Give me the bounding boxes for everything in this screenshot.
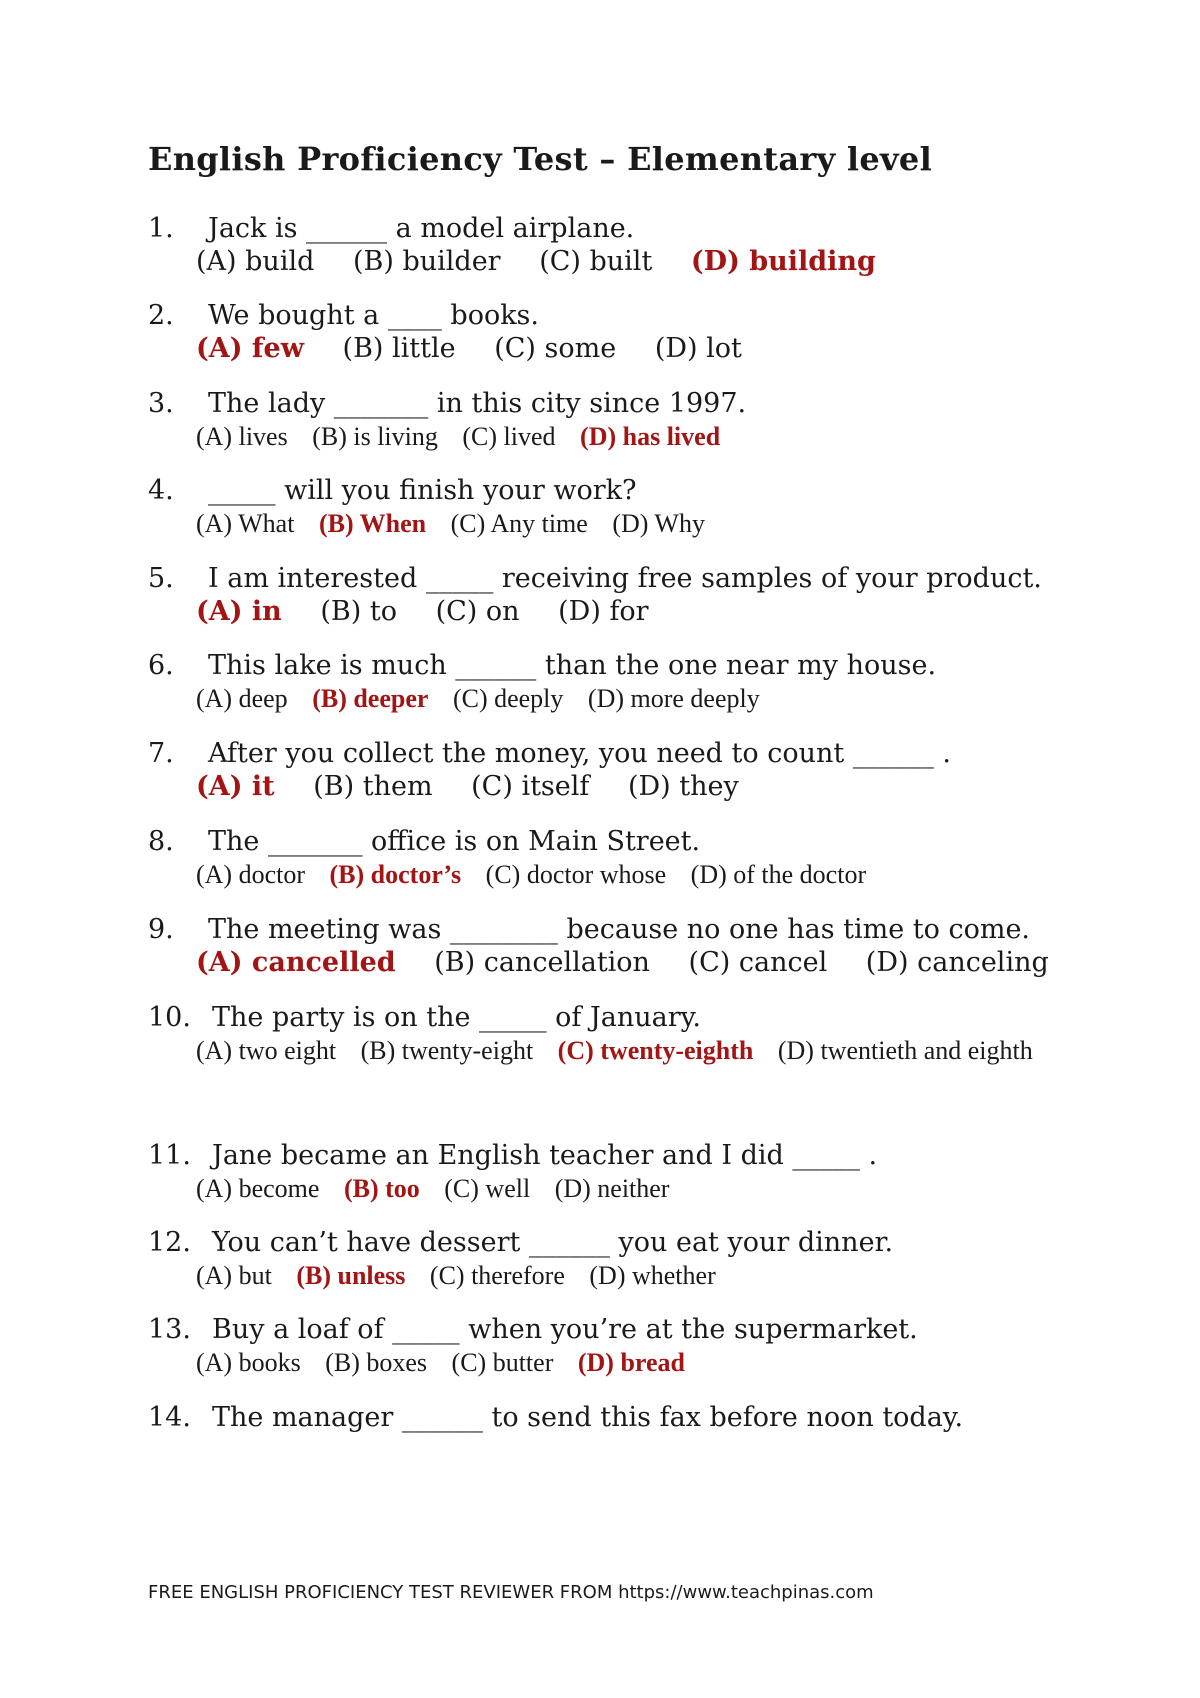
question-text: I am interested _____ receiving free samples of your product. (208, 563, 1042, 594)
question-number: 12. (148, 1227, 191, 1258)
question-text: Jack is ______ a model airplane. (208, 213, 635, 244)
question-text: You can’t have dessert ______ you eat your dinner. (212, 1227, 894, 1258)
options (196, 1260, 1148, 1292)
option-a: (A) but (196, 1261, 272, 1290)
option-a: (A) build (196, 246, 315, 277)
options (196, 333, 1148, 365)
option-a: (A) books (196, 1348, 301, 1377)
question-10 (148, 1002, 1148, 1067)
option-a: (A) become (196, 1174, 320, 1203)
option-c: (C) built (539, 246, 653, 277)
options (196, 1173, 1148, 1205)
option-c: (C) doctor whose (485, 860, 667, 889)
option-a-correct: (A) it (196, 771, 275, 802)
options (196, 771, 1148, 803)
question-number: 13. (148, 1314, 191, 1345)
option-c: (C) lived (462, 422, 556, 451)
option-b-correct: (B) unless (296, 1261, 406, 1290)
question-2 (148, 300, 1148, 365)
question-number: 3. (148, 388, 174, 419)
option-d: (D) for (558, 596, 649, 627)
option-d: (D) lot (654, 333, 742, 364)
question-14 (148, 1402, 1148, 1434)
question-3 (148, 388, 1148, 453)
options (196, 1347, 1148, 1379)
question-text: The manager ______ to send this fax before noon today. (212, 1402, 964, 1433)
option-b: (B) little (342, 333, 456, 364)
option-b: (B) is living (312, 422, 438, 451)
option-d: (D) Why (612, 509, 705, 538)
question-text: The lady _______ in this city since 1997. (208, 388, 747, 419)
option-d: (D) more deeply (587, 684, 760, 713)
question-number: 5. (148, 563, 174, 594)
question-5 (148, 563, 1148, 628)
page-title: English Proficiency Test – Elementary level (148, 140, 933, 178)
question-number: 2. (148, 300, 174, 331)
option-a: (A) two eight (196, 1036, 337, 1065)
options (196, 508, 1148, 540)
option-b-correct: (B) doctor’s (329, 860, 462, 889)
option-b: (B) cancellation (434, 947, 650, 978)
option-a-correct: (A) in (196, 596, 282, 627)
option-a: (A) doctor (196, 860, 306, 889)
option-d: (D) neither (554, 1174, 670, 1203)
question-text: The _______ office is on Main Street. (208, 826, 701, 857)
option-c: (C) butter (451, 1348, 554, 1377)
question-text: Jane became an English teacher and I did _____ . (212, 1140, 878, 1171)
question-8 (148, 826, 1148, 891)
option-a: (A) What (196, 509, 295, 538)
options (196, 859, 1148, 891)
question-number: 6. (148, 650, 174, 681)
question-number: 7. (148, 738, 174, 769)
options (196, 1035, 1148, 1067)
question-6 (148, 650, 1148, 715)
question-12 (148, 1227, 1148, 1292)
option-b: (B) twenty-eight (360, 1036, 534, 1065)
option-d: (D) whether (589, 1261, 716, 1290)
option-b: (B) builder (352, 246, 501, 277)
options (196, 947, 1148, 979)
option-c: (C) some (494, 333, 617, 364)
question-number: 10. (148, 1002, 191, 1033)
option-a-correct: (A) cancelled (196, 947, 396, 978)
options (196, 596, 1148, 628)
question-number: 14. (148, 1402, 191, 1433)
question-text: The meeting was ________ because no one has time to come. (208, 914, 1031, 945)
question-9 (148, 914, 1148, 979)
option-d-correct: (D) has lived (580, 422, 721, 451)
question-4 (148, 475, 1148, 540)
question-number: 9. (148, 914, 174, 945)
question-number: 1. (148, 213, 174, 244)
question-7 (148, 738, 1148, 803)
question-13 (148, 1314, 1148, 1379)
option-c-correct: (C) twenty-eighth (557, 1036, 754, 1065)
option-b-correct: (B) too (343, 1174, 420, 1203)
option-a: (A) lives (196, 422, 288, 451)
question-number: 8. (148, 826, 174, 857)
options (196, 421, 1148, 453)
option-a-correct: (A) few (196, 333, 304, 364)
option-b: (B) to (320, 596, 397, 627)
option-c: (C) therefore (429, 1261, 565, 1290)
question-11 (148, 1140, 1148, 1205)
option-d: (D) they (628, 771, 739, 802)
option-d: (D) twentieth and eighth (777, 1036, 1033, 1065)
option-b: (B) them (313, 771, 433, 802)
question-number: 11. (148, 1140, 191, 1171)
question-text: This lake is much ______ than the one near my house. (208, 650, 937, 681)
options (196, 683, 1148, 715)
option-c: (C) cancel (688, 947, 828, 978)
options (196, 246, 1148, 278)
option-d-correct: (D) bread (577, 1348, 685, 1377)
option-c: (C) Any time (450, 509, 588, 538)
page-footer: FREE ENGLISH PROFICIENCY TEST REVIEWER FROM https://www.teachpinas.com (148, 1582, 874, 1603)
question-text: _____ will you finish your work? (208, 475, 637, 506)
option-d-correct: (D) building (690, 246, 876, 277)
option-d: (D) of the doctor (690, 860, 867, 889)
option-c: (C) well (444, 1174, 531, 1203)
option-b: (B) boxes (325, 1348, 428, 1377)
question-text: We bought a ____ books. (208, 300, 540, 331)
option-a: (A) deep (196, 684, 288, 713)
question-text: Buy a loaf of _____ when you’re at the supermarket. (212, 1314, 918, 1345)
question-text: After you collect the money, you need to count ______ . (208, 738, 951, 769)
option-c: (C) itself (471, 771, 590, 802)
question-number: 4. (148, 475, 174, 506)
option-b-correct: (B) When (318, 509, 427, 538)
option-c: (C) on (435, 596, 520, 627)
option-c: (C) deeply (452, 684, 564, 713)
option-d: (D) canceling (865, 947, 1049, 978)
option-b-correct: (B) deeper (312, 684, 429, 713)
question-1 (148, 213, 1148, 278)
question-text: The party is on the _____ of January. (212, 1002, 701, 1033)
